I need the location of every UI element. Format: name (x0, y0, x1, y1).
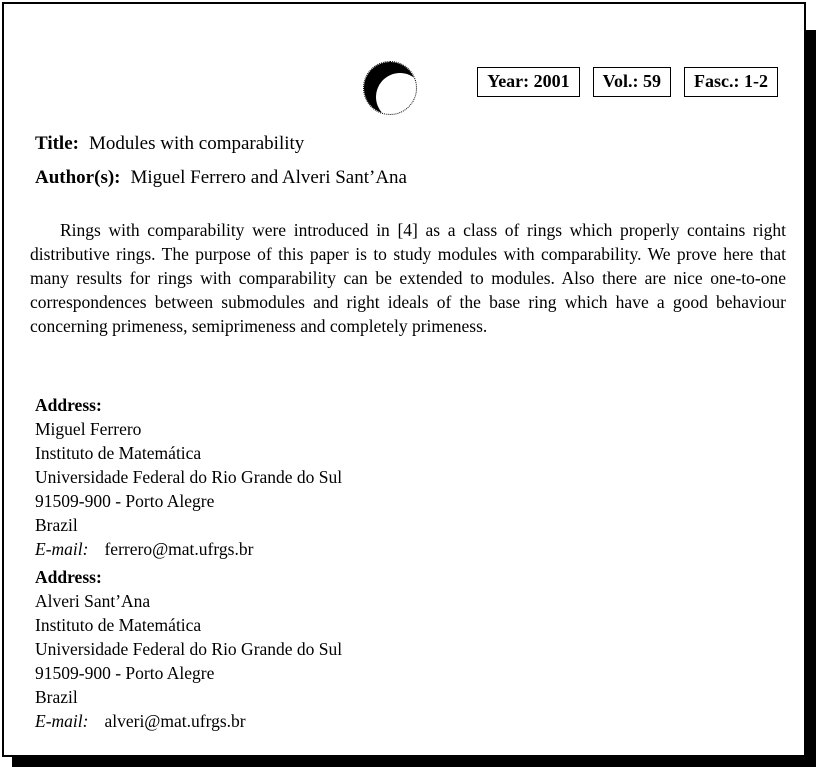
address-line-country: Brazil (35, 515, 78, 535)
authors-text: Miguel Ferrero and Alveri Sant’Ana (130, 167, 407, 188)
title-label: Title: (35, 133, 79, 154)
address-line-country: Brazil (35, 687, 78, 707)
address-line-name: Miguel Ferrero (35, 419, 142, 439)
address-label: Address: (35, 567, 102, 587)
address-line-institute: Instituto de Matemática (35, 615, 202, 635)
abstract-paragraph: Rings with comparability were introduced in [4] as a class of rings which properly contains right distributive rings. The purpose of this paper is to study modules with comparability. We prove here that many results for rings with comparability can be extended to modules. Also there are nice one-to-one correspondences between submodules and right ideals of the base ring which have a good behaviour concerning primeness, semiprimeness and completely primeness. (30, 220, 786, 336)
title-text: Modules with comparability (88, 133, 305, 154)
title-line (35, 131, 304, 157)
moon-highlight (376, 73, 417, 115)
address-label: Address: (35, 395, 102, 415)
email-line (35, 709, 342, 733)
issue-badges (477, 67, 778, 97)
address-line-city: 91509-900 - Porto Alegre (35, 491, 215, 511)
page-frame (2, 2, 806, 757)
badge-fascicle: Fasc.: 1-2 (684, 67, 778, 97)
email-line (35, 537, 342, 561)
badge-year: Year: 2001 (477, 67, 579, 97)
address-line-city: 91509-900 - Porto Alegre (35, 663, 215, 683)
email-address: ferrero@mat.ufrgs.br (104, 539, 254, 559)
badge-volume: Vol.: 59 (593, 67, 671, 97)
address-line-university: Universidade Federal do Rio Grande do Sul (35, 639, 343, 659)
address-line-institute: Instituto de Matemática (35, 443, 202, 463)
address-block-1 (35, 393, 342, 561)
email-label: E-mail: (35, 711, 89, 731)
address-line-university: Universidade Federal do Rio Grande do Sul (35, 467, 343, 487)
authors-label: Author(s): (35, 167, 121, 188)
authors-line (35, 165, 407, 191)
journal-logo (363, 61, 417, 115)
email-address: alveri@mat.ufrgs.br (104, 711, 246, 731)
address-line-name: Alveri Sant’Ana (35, 591, 151, 611)
address-block-2 (35, 565, 342, 733)
email-label: E-mail: (35, 539, 89, 559)
